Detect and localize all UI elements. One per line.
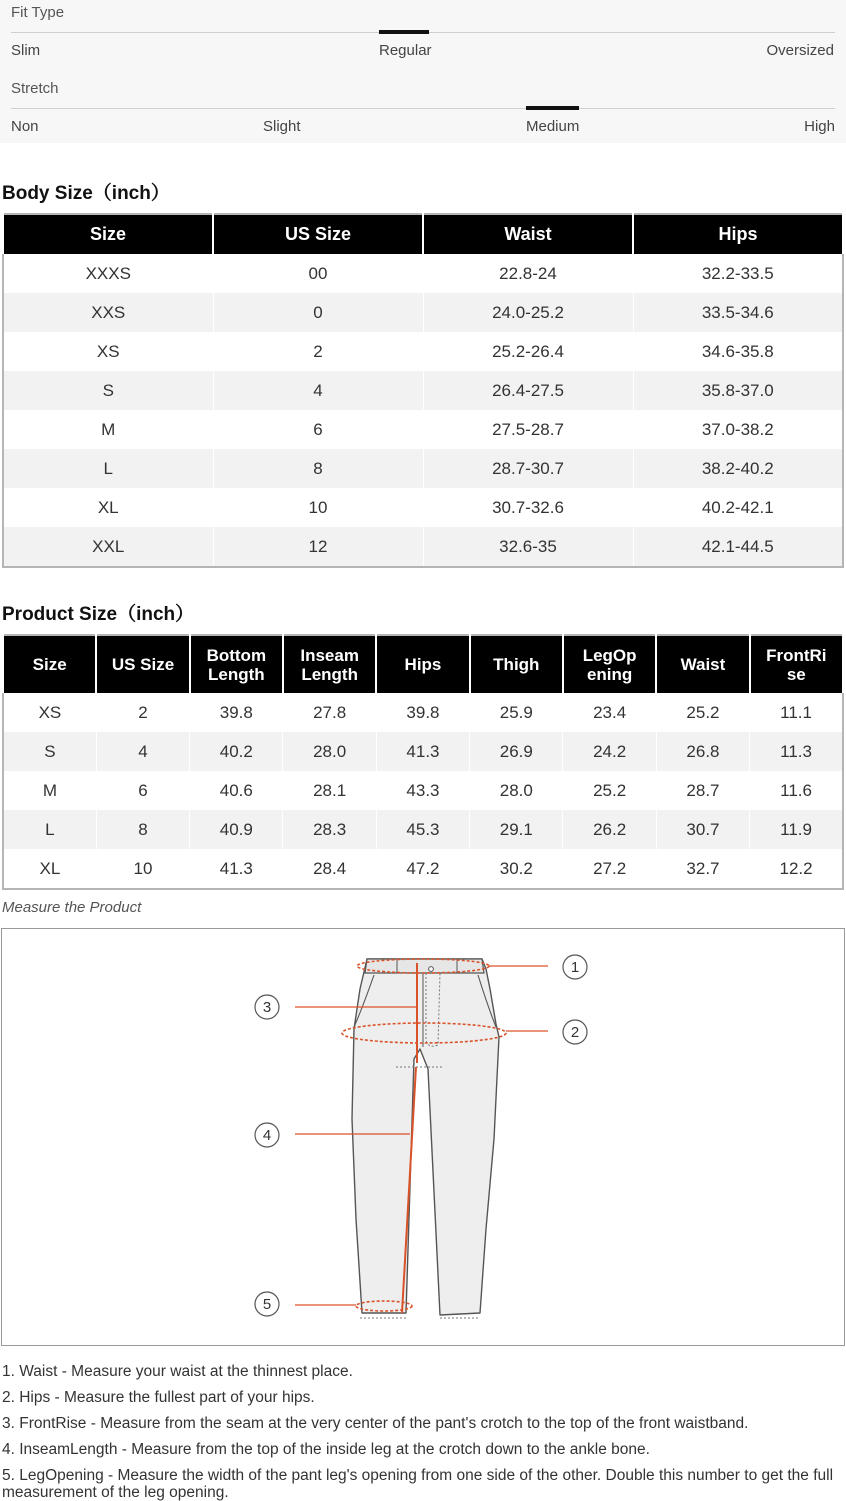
measure-caption: Measure the Product — [2, 899, 142, 916]
instruction-waist: 1. Waist - Measure your waist at the thinnest place. — [2, 1363, 353, 1380]
product-size-cell: 11.6 — [750, 771, 843, 810]
product-size-header-line: Hips — [404, 655, 442, 674]
stretch-scale — [11, 108, 835, 109]
product-size-header-line: US Size — [111, 655, 175, 674]
body-size-cell: 24.0-25.2 — [423, 293, 633, 332]
product-size-header — [96, 635, 189, 693]
product-size-cell: 40.2 — [190, 732, 283, 771]
product-size-cell: L — [3, 810, 96, 849]
product-size-cell: 32.7 — [656, 849, 749, 889]
product-size-table — [2, 634, 844, 890]
product-size-cell: 11.1 — [750, 693, 843, 732]
body-size-row — [3, 293, 843, 332]
product-size-header — [190, 635, 283, 693]
body-size-cell: 25.2-26.4 — [423, 332, 633, 371]
product-size-cell: 11.3 — [750, 732, 843, 771]
body-size-cell: 33.5-34.6 — [633, 293, 843, 332]
product-size-cell: S — [3, 732, 96, 771]
product-size-header-line: Bottom — [206, 645, 267, 665]
body-size-cell: 4 — [213, 371, 423, 410]
body-size-cell: XXS — [3, 293, 213, 332]
body-size-row — [3, 410, 843, 449]
product-size-cell: 23.4 — [563, 693, 656, 732]
product-size-header-line: Inseam — [300, 645, 359, 665]
product-size-cell: 30.7 — [656, 810, 749, 849]
stretch-label: Stretch — [11, 80, 59, 97]
product-size-row — [3, 849, 843, 889]
body-size-cell: 6 — [213, 410, 423, 449]
stretch-option-high: High — [804, 118, 835, 135]
product-size-cell: XS — [3, 693, 96, 732]
body-size-cell: S — [3, 371, 213, 410]
fit-panel — [0, 0, 846, 143]
fit-type-selected-marker — [379, 30, 429, 34]
product-size-cell: 28.7 — [656, 771, 749, 810]
product-size-header — [750, 635, 843, 693]
body-size-header: US Size — [213, 214, 423, 254]
body-size-cell: 42.1-44.5 — [633, 527, 843, 567]
body-size-cell: XS — [3, 332, 213, 371]
body-size-cell: 0 — [213, 293, 423, 332]
product-size-cell: 11.9 — [750, 810, 843, 849]
product-size-cell: 26.2 — [563, 810, 656, 849]
product-size-cell: 12.2 — [750, 849, 843, 889]
marker-2: 2 — [570, 1024, 580, 1041]
body-size-cell: 40.2-42.1 — [633, 488, 843, 527]
pants-measurement-diagram-icon — [2, 929, 844, 1345]
product-size-cell: 27.8 — [283, 693, 376, 732]
product-size-header-line: se — [786, 664, 806, 684]
body-size-header: Waist — [423, 214, 633, 254]
product-size-row — [3, 732, 843, 771]
body-size-cell: 2 — [213, 332, 423, 371]
product-size-cell: 2 — [96, 693, 189, 732]
stretch-selected-marker — [526, 106, 579, 110]
body-size-row — [3, 488, 843, 527]
product-size-header-line: ening — [586, 664, 633, 684]
body-size-cell: 32.6-35 — [423, 527, 633, 567]
product-size-header-line: LegOp — [582, 645, 637, 665]
fit-option-slim: Slim — [11, 42, 41, 59]
product-size-header-line: Waist — [680, 655, 726, 674]
body-size-header: Hips — [633, 214, 843, 254]
product-size-header — [3, 635, 96, 693]
body-size-cell: L — [3, 449, 213, 488]
product-size-cell: 45.3 — [376, 810, 469, 849]
product-size-cell: 25.2 — [656, 693, 749, 732]
body-size-cell: XXL — [3, 527, 213, 567]
measure-diagram — [1, 928, 845, 1346]
body-size-cell: 22.8-24 — [423, 254, 633, 293]
fit-type-label: Fit Type — [11, 4, 65, 21]
product-size-header-line: Length — [207, 664, 265, 684]
body-size-row — [3, 254, 843, 293]
product-size-cell: 25.2 — [563, 771, 656, 810]
marker-4: 4 — [262, 1127, 272, 1144]
product-size-cell: 26.8 — [656, 732, 749, 771]
body-size-cell: 10 — [213, 488, 423, 527]
body-size-cell: 34.6-35.8 — [633, 332, 843, 371]
body-size-cell: 00 — [213, 254, 423, 293]
product-size-cell: 30.2 — [470, 849, 563, 889]
product-size-cell: 24.2 — [563, 732, 656, 771]
product-size-cell: 39.8 — [376, 693, 469, 732]
product-size-row — [3, 810, 843, 849]
fit-option-regular: Regular — [379, 42, 432, 59]
product-size-cell: 6 — [96, 771, 189, 810]
product-size-cell: 41.3 — [376, 732, 469, 771]
product-size-row — [3, 693, 843, 732]
product-size-header — [470, 635, 563, 693]
body-size-cell: 26.4-27.5 — [423, 371, 633, 410]
fit-option-oversized: Oversized — [766, 42, 834, 59]
body-size-cell: XXXS — [3, 254, 213, 293]
product-size-cell: 28.4 — [283, 849, 376, 889]
product-size-cell: 28.3 — [283, 810, 376, 849]
body-size-header: Size — [3, 214, 213, 254]
product-size-cell: 26.9 — [470, 732, 563, 771]
product-size-cell: 40.9 — [190, 810, 283, 849]
body-size-cell: 30.7-32.6 — [423, 488, 633, 527]
product-size-cell: 4 — [96, 732, 189, 771]
body-size-title: Body Size（inch） — [2, 183, 170, 204]
stretch-option-medium: Medium — [526, 118, 580, 135]
stretch-option-non: Non — [11, 118, 39, 135]
product-size-cell: 29.1 — [470, 810, 563, 849]
body-size-cell: 38.2-40.2 — [633, 449, 843, 488]
instruction-front-rise: 3. FrontRise - Measure from the seam at the very center of the pant's crotch to the top of the front waistband. — [2, 1415, 749, 1432]
marker-1: 1 — [570, 959, 580, 976]
instruction-hips: 2. Hips - Measure the fullest part of your hips. — [2, 1389, 315, 1406]
product-size-cell: M — [3, 771, 96, 810]
product-size-row — [3, 771, 843, 810]
product-size-cell: 25.9 — [470, 693, 563, 732]
product-size-header-line: Length — [301, 664, 358, 684]
body-size-cell: 27.5-28.7 — [423, 410, 633, 449]
marker-3: 3 — [262, 999, 272, 1016]
product-size-cell: 27.2 — [563, 849, 656, 889]
product-size-header — [656, 635, 749, 693]
product-size-cell: 28.0 — [470, 771, 563, 810]
product-size-cell: 28.1 — [283, 771, 376, 810]
product-size-cell: 40.6 — [190, 771, 283, 810]
instruction-leg-opening: 5. LegOpening - Measure the width of the pant leg's opening from one side of the other. Double this number to get the full measurement of the leg opening. — [2, 1467, 834, 1501]
product-size-cell: 41.3 — [190, 849, 283, 889]
body-size-row — [3, 527, 843, 567]
body-size-cell: 35.8-37.0 — [633, 371, 843, 410]
product-size-header — [563, 635, 656, 693]
body-size-cell: 28.7-30.7 — [423, 449, 633, 488]
body-size-row — [3, 332, 843, 371]
product-size-cell: 47.2 — [376, 849, 469, 889]
product-size-header — [376, 635, 469, 693]
product-size-cell: XL — [3, 849, 96, 889]
measure-instructions — [2, 1359, 840, 1501]
body-size-row — [3, 371, 843, 410]
product-size-cell: 10 — [96, 849, 189, 889]
product-size-cell: 39.8 — [190, 693, 283, 732]
product-size-cell: 28.0 — [283, 732, 376, 771]
stretch-option-slight: Slight — [263, 118, 301, 135]
body-size-cell: XL — [3, 488, 213, 527]
product-size-header — [283, 635, 376, 693]
body-size-cell: 37.0-38.2 — [633, 410, 843, 449]
body-size-row — [3, 449, 843, 488]
body-size-cell: M — [3, 410, 213, 449]
body-size-cell: 32.2-33.5 — [633, 254, 843, 293]
product-size-header-line: Size — [32, 655, 67, 674]
product-size-cell: 43.3 — [376, 771, 469, 810]
body-size-cell: 8 — [213, 449, 423, 488]
product-size-header-line: Thigh — [493, 655, 540, 674]
product-size-cell: 8 — [96, 810, 189, 849]
product-size-header-line: FrontRi — [766, 645, 827, 665]
product-size-title: Product Size（inch） — [2, 604, 195, 625]
body-size-table — [2, 213, 844, 568]
body-size-cell: 12 — [213, 527, 423, 567]
marker-5: 5 — [262, 1296, 272, 1313]
instruction-inseam: 4. InseamLength - Measure from the top of the inside leg at the crotch down to the ankle bone. — [2, 1441, 650, 1458]
